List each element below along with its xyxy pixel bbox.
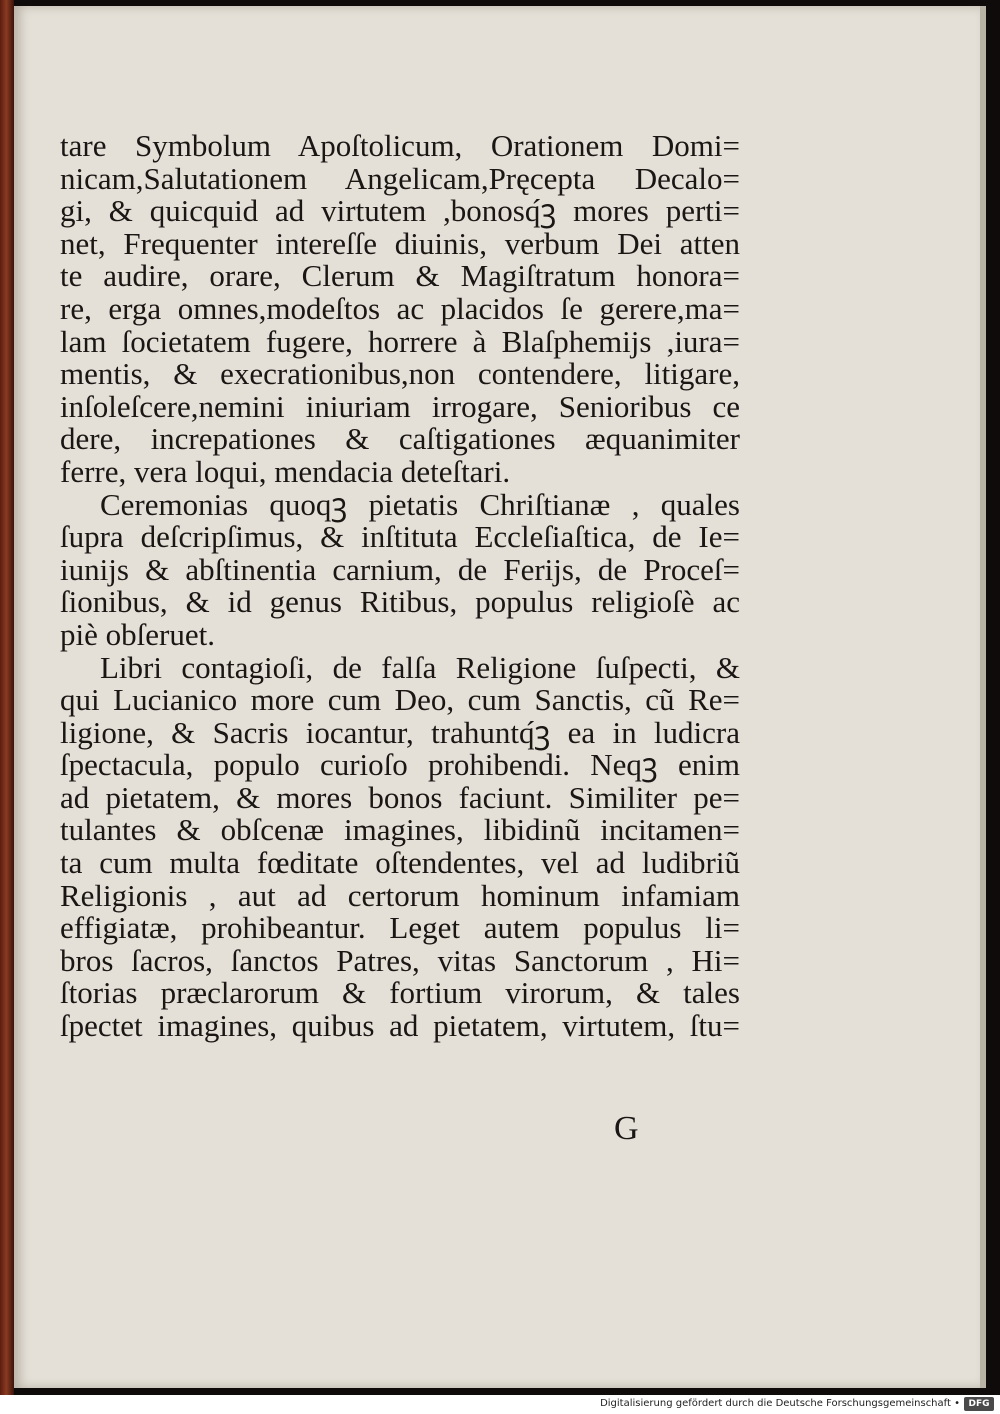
- text-line: ſtorias præclarorum & fortium virorum, & tales: [60, 975, 740, 1011]
- text-line: ſupra deſcripſimus, & inſtituta Eccleſiaſtica, de Ie=: [60, 519, 740, 555]
- text-line: inſoleſcere,nemini iniuriam irrogare, Senioribus ce: [60, 388, 740, 424]
- text-line: te audire, orare, Clerum & Magiſtratum honora=: [60, 258, 740, 294]
- text-line: iunijs & abſtinentia carnium, de Ferijs, de Proceſ=: [60, 551, 740, 587]
- page-edge: [980, 6, 986, 1388]
- text-line: gi, & quicquid ad virtutem ,bonosq́ꝫ mores perti=: [60, 193, 740, 229]
- text-line: piè obſeruet.: [60, 616, 215, 652]
- text-line: ligione, & Sacris iocantur, trahuntq́ꝫ ea in ludicra: [60, 714, 740, 750]
- text-line: ſpectet imagines, quibus ad pietatem, virtutem, ſtu=: [60, 1008, 740, 1044]
- text-line: Ceremonias quoqꝫ pietatis Chriſtianæ , quales: [100, 486, 740, 522]
- text-line: ad pietatem, & mores bonos faciunt. Similiter pe=: [60, 779, 740, 815]
- text-line: dere, increpationes & caſtigationes æquanimiter: [60, 421, 740, 457]
- text-line: net, Frequenter intereſſe diuinis, verbum Dei atten: [60, 225, 740, 261]
- text-line: Religionis , aut ad certorum hominum infamiam: [60, 877, 740, 913]
- text-line: ſionibus, & id genus Ritibus, populus religioſè ac: [60, 584, 740, 620]
- page-text: [60, 130, 740, 1043]
- dfg-logo: DFG: [964, 1397, 994, 1411]
- text-line: ſpectacula, populo curioſo prohibendi. Neqꝫ enim: [60, 747, 740, 783]
- text-line: tulantes & obſcenæ imagines, libidinũ incitamen=: [60, 812, 740, 848]
- text-line: Libri contagioſi, de falſa Religione ſuſpecti, &: [100, 649, 740, 685]
- text-line: mentis, & execrationibus,non contendere, litigare,: [60, 356, 740, 392]
- text-line: qui Lucianico more cum Deo, cum Sanctis, cũ Re=: [60, 682, 740, 718]
- text-line: ta cum multa fœditate oſtendentes, vel ad ludibriũ: [60, 845, 740, 881]
- signature-mark: G: [614, 1110, 639, 1147]
- book-binding: [0, 0, 14, 1395]
- text-line: tare Symbolum Apoſtolicum, Orationem Domi=: [60, 128, 740, 163]
- text-line: bros ſacros, ſanctos Patres, vitas Sanctorum , Hi=: [60, 942, 740, 978]
- funding-credit: Digitalisierung gefördert durch die Deutsche Forschungsgemeinschaft •: [600, 1398, 960, 1409]
- text-line: effigiatæ, prohibeantur. Leget autem populus li=: [60, 910, 740, 946]
- text-line: re, erga omnes,modeſtos ac placidos ſe gerere,ma=: [60, 290, 740, 326]
- footer-bar: [0, 1395, 1000, 1414]
- text-line: nicam,Salutationem Angelicam,Pręcepta Decalo=: [60, 160, 740, 196]
- text-line: ferre, vera loqui, mendacia deteſtari.: [60, 453, 511, 489]
- text-line: lam ſocietatem fugere, horrere à Blaſphemijs ,iura=: [60, 323, 740, 359]
